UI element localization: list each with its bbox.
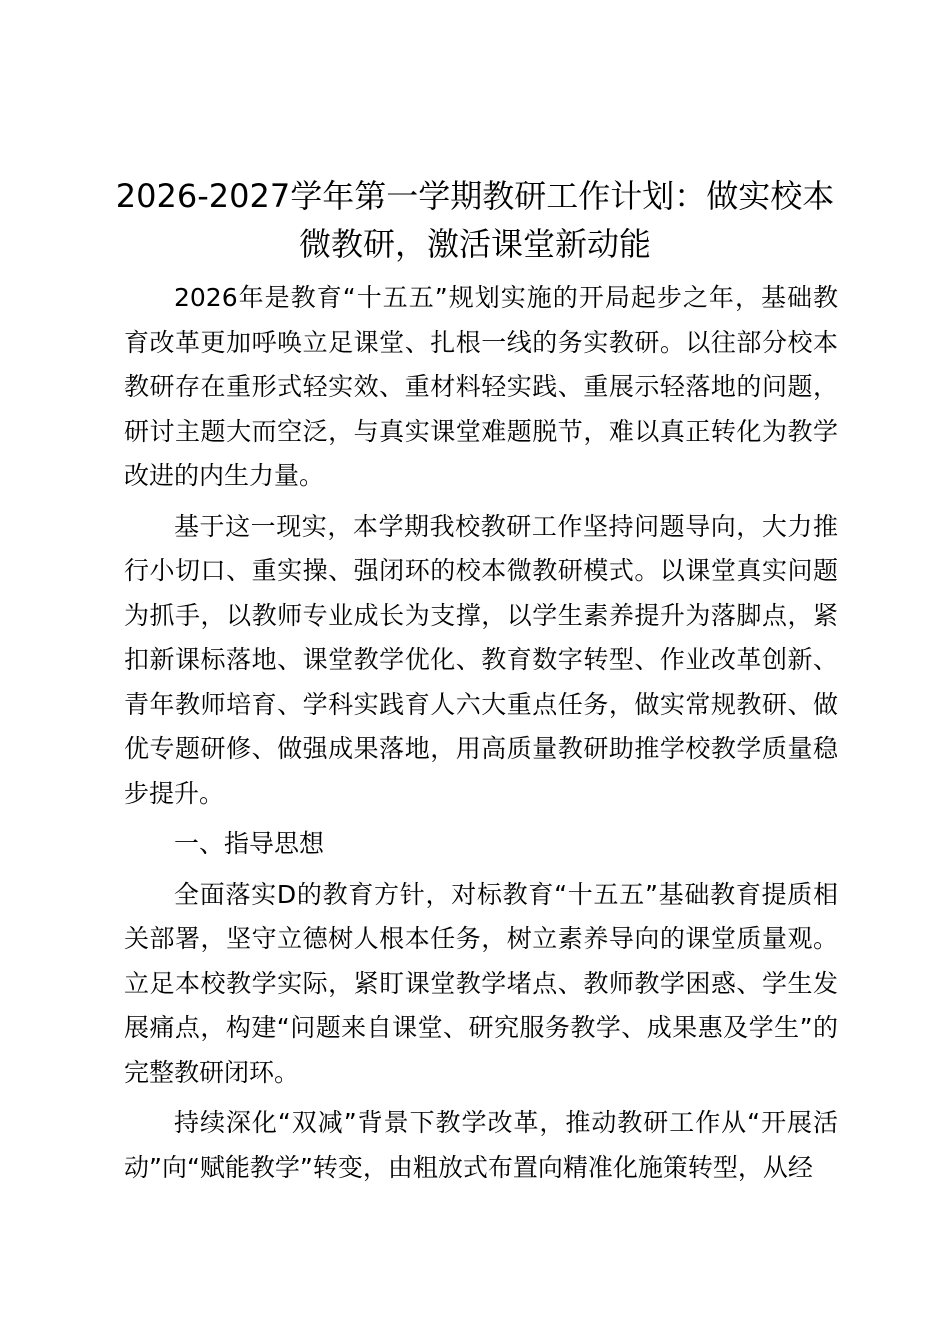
paragraph-intro: 2026年是教育“十五五”规划实施的开局起步之年，基础教育改革更加呼唤立足课堂、扎根一线的务实教研。以往部分校本教研存在重形式轻实效、重材料轻实践、重展示轻落地的问题，研讨主题大而空泛，与真实课堂难题脱节，难以真正转化为教学改进的内生力量。	[124, 283, 838, 490]
paragraph-background: 基于这一现实，本学期我校教研工作坚持问题导向，大力推行小切口、重实操、强闭环的校本微教研模式。以课堂真实问题为抓手，以教师专业成长为支撑，以学生素养提升为落脚点，紧扣新课标落地、课堂教学优化、教育数字转型、作业改革创新、青年教师培育、学科实践育人六大重点任务，做实常规教研、做优专题研修、做强成果落地，用高质量教研助推学校教学质量稳步提升。	[124, 511, 838, 808]
section-heading-guiding-ideology: 一、指导思想	[174, 829, 325, 858]
paragraph-reform: 持续深化“双减”背景下教学改革，推动教研工作从“开展活动”向“赋能教学”转变，由粗放式布置向精准化施策转型，从经	[124, 1108, 838, 1182]
document-title: 2026-2027学年第一学期教研工作计划：做实校本微教研，激活课堂新动能	[115, 177, 835, 263]
document-body	[124, 276, 838, 1196]
paragraph-guiding-ideology: 全面落实D的教育方针，对标教育“十五五”基础教育提质相关部署，坚守立德树人根本任务，树立素养导向的课堂质量观。立足本校教学实际，紧盯课堂教学堵点、教师教学困惑、学生发展痛点，构建“问题来自课堂、研究服务教学、成果惠及学生”的完整教研闭环。	[124, 879, 838, 1087]
